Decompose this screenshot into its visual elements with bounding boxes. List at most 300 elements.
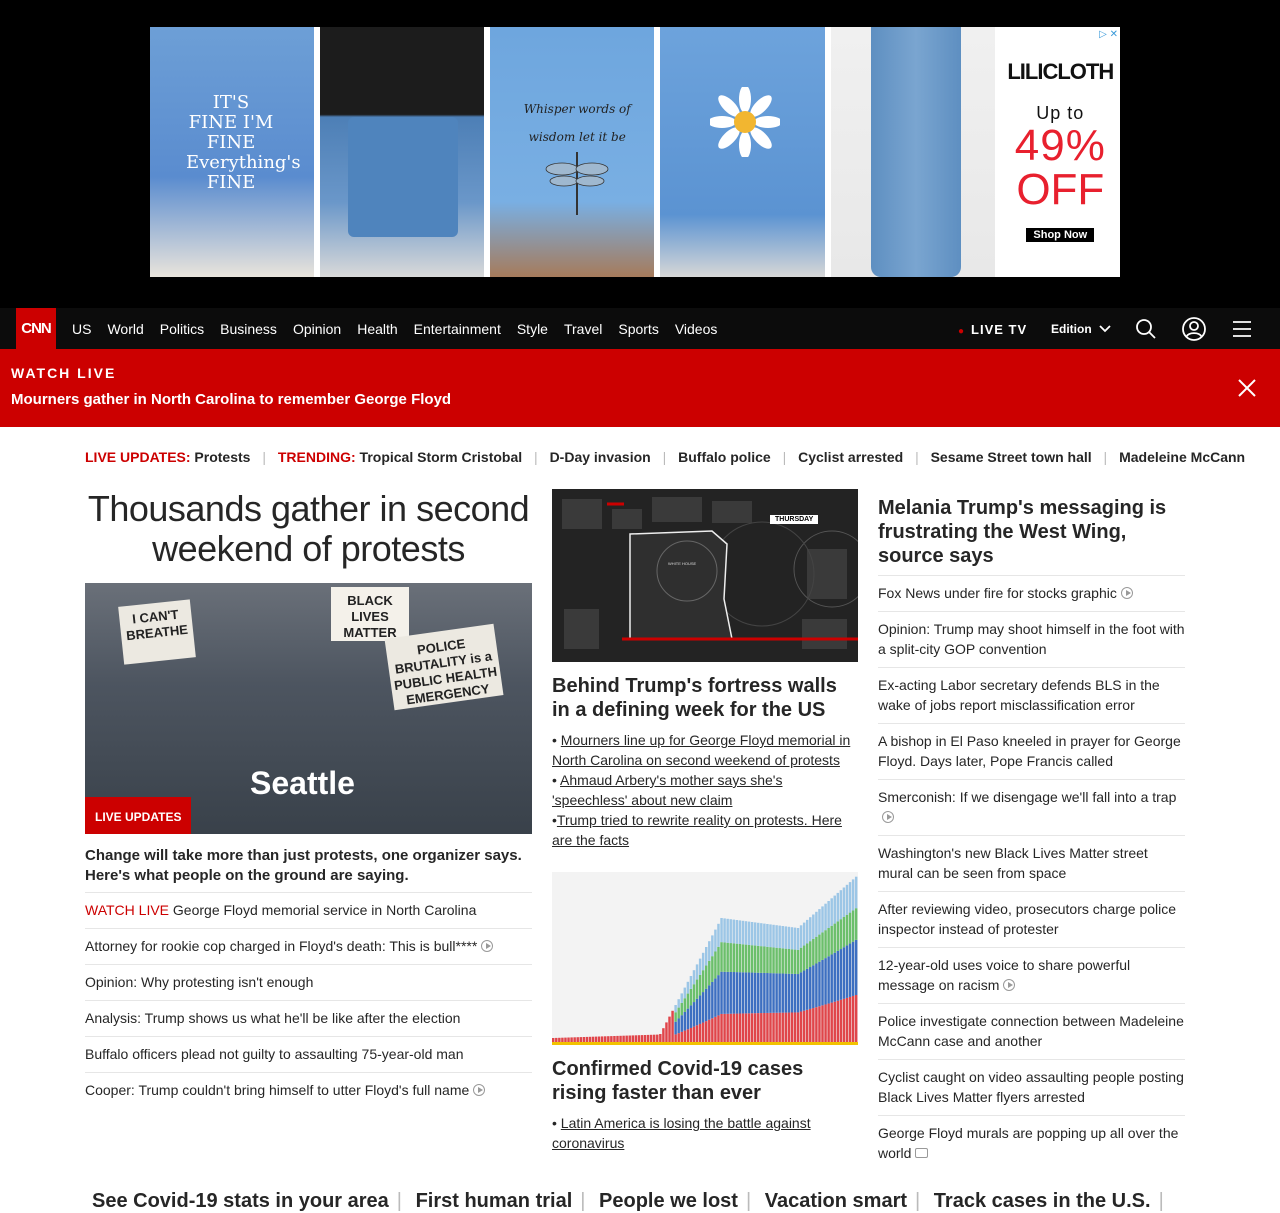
chart-bar-segment <box>763 973 765 1013</box>
chart-bar-segment <box>855 940 857 995</box>
list-item[interactable] <box>85 892 532 928</box>
chart-bar-segment <box>674 1012 676 1021</box>
search-icon[interactable] <box>1135 318 1157 340</box>
advertisement-banner[interactable] <box>150 27 1120 277</box>
lead-headline[interactable]: Thousands gather in second weekend of protests <box>87 488 530 569</box>
chart-bar-segment <box>708 985 710 1019</box>
ad-tile-shirt[interactable] <box>150 27 314 277</box>
chart-bar-segment <box>647 1035 649 1042</box>
chart-bar-segment <box>830 955 832 1003</box>
chart-bar-segment <box>754 1013 756 1042</box>
chart-bar-segment <box>705 966 707 989</box>
trending-item[interactable]: Tropical Storm Cristobal <box>359 449 523 465</box>
chart-bar-segment <box>766 924 768 947</box>
chart-bar-segment <box>720 918 722 942</box>
chart-bar-segment <box>818 962 820 1007</box>
chart-bar-segment <box>659 1034 661 1042</box>
chart-bar-segment <box>794 950 796 974</box>
chart-bar-segment <box>745 1013 747 1042</box>
story-headline[interactable]: Behind Trump's fortress walls in a defining week for the US <box>552 675 837 721</box>
chart-bar-segment <box>702 970 704 992</box>
chart-bar-segment <box>656 1035 658 1042</box>
menu-icon[interactable] <box>1232 318 1252 340</box>
chart-bar-segment <box>824 930 826 958</box>
chart-bar-segment <box>665 1022 667 1042</box>
chart-bar-segment <box>696 964 698 979</box>
chevron-down-icon <box>1099 325 1111 333</box>
chart-bar-segment <box>708 1020 710 1042</box>
account-icon[interactable] <box>1181 316 1207 342</box>
chart-bar-segment <box>693 984 695 1002</box>
edition-label: Edition <box>1051 322 1092 336</box>
chart-bar-segment <box>714 1017 716 1042</box>
map-tag: THURSDAY <box>770 515 818 524</box>
chart-bar-segment <box>668 1017 670 1042</box>
chart-bar-segment <box>705 989 707 1021</box>
chart-bar-segment <box>653 1035 655 1042</box>
chart-bar-segment <box>763 1013 765 1042</box>
chart-bar-segment <box>757 973 759 1013</box>
chart-bar-segment <box>736 944 738 972</box>
chart-bar-segment <box>589 1037 591 1042</box>
list-item[interactable] <box>878 779 1185 835</box>
chart-bar-segment <box>827 956 829 1003</box>
bottom-link[interactable]: Track cases in the U.S. <box>933 1190 1151 1212</box>
chart-bar-segment <box>757 923 759 946</box>
chart-bar-segment <box>766 1013 768 1042</box>
chart-bar-segment <box>711 1018 713 1042</box>
chart-bar-segment <box>800 972 802 1011</box>
chart-bar-segment <box>760 923 762 946</box>
bottom-link[interactable]: First human trial <box>415 1190 573 1212</box>
list-item[interactable] <box>85 1072 532 1108</box>
chart-bar-segment <box>785 1013 787 1042</box>
chart-bar-segment <box>782 974 784 1013</box>
trending-item[interactable]: Buffalo police <box>678 449 771 465</box>
chart-bar-segment <box>635 1035 637 1042</box>
nav-link-travel[interactable]: Travel <box>563 320 603 337</box>
list-item[interactable] <box>878 1059 1185 1115</box>
play-icon <box>1003 979 1015 991</box>
chart-bar-segment <box>580 1037 582 1042</box>
chart-bar-segment <box>684 1031 686 1042</box>
chart-bar-segment <box>677 1018 679 1033</box>
chart-bar-segment <box>855 995 857 1042</box>
chart-bar-segment <box>723 1014 725 1042</box>
chart-bar-segment <box>702 1023 704 1042</box>
trending-item[interactable]: Cyclist arrested <box>798 449 904 465</box>
live-updates-badge[interactable]: LIVE UPDATES <box>85 797 191 834</box>
live-tv-label: LIVE TV <box>971 322 1028 337</box>
chart-bar-segment <box>751 1013 753 1042</box>
play-icon <box>481 940 493 952</box>
list-item[interactable] <box>85 1000 532 1036</box>
chart-bar-segment <box>812 965 814 1008</box>
trending-item[interactable]: Sesame Street town hall <box>930 449 1092 465</box>
chart-bar-segment <box>754 973 756 1014</box>
list-item[interactable] <box>85 964 532 1000</box>
chart-bar-segment <box>794 928 796 950</box>
bottom-link[interactable]: People we lost <box>599 1190 738 1212</box>
chart-bar-segment <box>837 951 839 1001</box>
chart-bar-segment <box>806 1010 808 1042</box>
chart-bar-segment <box>632 1035 634 1042</box>
chart-bar-segment <box>702 953 704 970</box>
chart-bar-segment <box>775 948 777 974</box>
ad-brand: LILICLOTH <box>1007 59 1114 84</box>
nav-link-sports[interactable]: Sports <box>618 320 659 337</box>
chart-bar-segment <box>788 1013 790 1042</box>
right-column <box>878 496 1185 1171</box>
chart-bar-segment <box>812 915 814 939</box>
chart-story-bullets <box>552 1113 858 1153</box>
separator: | <box>745 1190 752 1212</box>
chart-bar-segment <box>641 1035 643 1042</box>
chart-bar-segment <box>714 952 716 979</box>
chart-bar-segment <box>619 1036 621 1042</box>
list-item[interactable] <box>878 1115 1185 1171</box>
separator: | <box>1158 1190 1164 1212</box>
chart-bar-segment <box>769 924 771 947</box>
chart-bar-segment <box>736 972 738 1013</box>
chart-bar-segment <box>827 1004 829 1042</box>
chart-bar-segment <box>791 949 793 974</box>
chart-bar-segment <box>717 947 719 975</box>
chart-bar-segment <box>846 998 848 1042</box>
story-bullets <box>552 730 858 850</box>
chart-bar-segment <box>840 919 842 949</box>
chart-bar-segment <box>843 947 845 999</box>
ad-shirt-text: IT'S FINE I'M FINE Everything's FINE <box>186 92 301 193</box>
chart-bar-segment <box>782 1013 784 1042</box>
chart-bar-segment <box>739 1014 741 1043</box>
covid-chart-image[interactable] <box>552 872 858 1045</box>
chart-bar-segment <box>797 928 799 950</box>
chart-bar-segment <box>601 1036 603 1042</box>
chart-bar-segment <box>573 1037 575 1042</box>
chart-bar-segment <box>775 1013 777 1042</box>
lead-column <box>85 489 532 1108</box>
aerial-map-image[interactable] <box>552 489 858 662</box>
chart-bar-segment <box>742 1013 744 1042</box>
chart-bar-segment <box>769 1013 771 1042</box>
list-item-text: Analysis: Trump shows us what he'll be like after the election <box>85 1010 461 1026</box>
watch-live-label: WATCH LIVE <box>11 365 117 381</box>
chart-bar-segment <box>775 973 777 1012</box>
nav-link-us[interactable]: US <box>72 320 92 337</box>
chart-bar-segment <box>791 927 793 949</box>
chart-bar-segment <box>763 946 765 972</box>
chart-bar-segment <box>742 972 744 1013</box>
chart-bar-segment <box>729 972 731 1014</box>
nav-link-business[interactable]: Business <box>220 320 277 337</box>
list-item-text: Smerconish: If we disengage we'll fall into a trap <box>878 789 1177 805</box>
list-item[interactable] <box>878 723 1185 779</box>
chart-bar-segment <box>687 1009 689 1030</box>
chart-bar-segment <box>561 1038 563 1042</box>
map-label: WHITE HOUSE <box>668 561 697 566</box>
chart-bar-segment <box>708 961 710 985</box>
chart-bar-segment <box>595 1037 597 1042</box>
chart-bar-segment <box>644 1035 646 1042</box>
chart-bar-segment <box>702 992 704 1022</box>
chart-bar-segment <box>843 917 845 947</box>
chart-bar-segment <box>772 947 774 973</box>
chart-bar-segment <box>830 1003 832 1042</box>
ad-container <box>0 0 1280 308</box>
dragonfly-icon <box>542 147 612 217</box>
chart-bar-segment <box>794 1012 796 1042</box>
chart-bar-segment <box>690 1005 692 1028</box>
chart-bar-segment <box>843 888 845 918</box>
bullet-link[interactable]: Mourners line up for George Floyd memorial in North Carolina on second weekend of protests <box>552 732 851 768</box>
nav-link-entertainment[interactable]: Entertainment <box>413 320 501 337</box>
chart-bar-segment <box>711 935 713 956</box>
bullet-item: •Trump tried to rewrite reality on protests. Here are the facts <box>552 812 842 848</box>
chart-bar-segment <box>739 944 741 972</box>
chart-bar-segment <box>800 1012 802 1042</box>
chart-bar-segment <box>794 974 796 1013</box>
nav-link-politics[interactable]: Politics <box>159 320 205 337</box>
chart-bar-segment <box>849 997 851 1042</box>
chart-bar-segment <box>824 958 826 1004</box>
chart-bar-segment <box>827 928 829 956</box>
ad-tile-shorts[interactable] <box>320 27 484 277</box>
list-item-text: George Floyd memorial service in North Carolina <box>172 902 477 918</box>
adchoices-icon[interactable]: ▷ ✕ <box>1099 29 1118 40</box>
top-nav <box>0 308 1280 349</box>
list-item-text: A bishop in El Paso kneeled in prayer for George Floyd. Days later, Pope Francis called <box>878 733 1181 769</box>
chart-bar-segment <box>705 947 707 966</box>
chart-bar-segment <box>806 943 808 968</box>
chart-bar-segment <box>782 948 784 973</box>
chart-bar-segment <box>754 922 756 945</box>
chart-bar-segment <box>555 1038 557 1042</box>
chart-bar-segment <box>714 979 716 1017</box>
chart-bar-segment <box>778 1013 780 1042</box>
nav-link-world[interactable]: World <box>107 320 144 337</box>
chart-bar-segment <box>662 1028 664 1042</box>
chart-bar-segment <box>772 925 774 948</box>
list-item[interactable] <box>878 891 1185 947</box>
lead-related-list <box>85 892 532 1108</box>
chart-bar-segment <box>552 1038 554 1042</box>
play-icon <box>882 811 894 823</box>
chart-bar-segment <box>769 973 771 1013</box>
chart-bar-segment <box>742 944 744 972</box>
chart-bar-segment <box>586 1037 588 1042</box>
bottom-links-bar <box>92 1190 1172 1213</box>
edition-dropdown[interactable] <box>1051 308 1111 351</box>
chart-bar-segment <box>849 944 851 997</box>
chart-bar-segment <box>616 1036 618 1042</box>
list-item-text: Ex-acting Labor secretary defends BLS in the wake of jobs report misclassification error <box>878 677 1160 713</box>
chart-bar-segment <box>729 1014 731 1042</box>
chart-bar-segment <box>696 1025 698 1042</box>
chart-bar-segment <box>681 1003 683 1015</box>
lead-story-text[interactable]: Change will take more than just protests, one organizer says. Here's what people on the ground are saying. <box>85 847 522 884</box>
list-item[interactable] <box>878 947 1185 1003</box>
shorts-image <box>348 117 458 237</box>
trending-item[interactable]: D-Day invasion <box>549 449 651 465</box>
chart-bar-segment <box>677 999 679 1007</box>
chart-bar-segment <box>809 941 811 967</box>
separator: | <box>262 449 266 465</box>
chart-bar-segment <box>681 1015 683 1032</box>
chart-bar-segment <box>723 942 725 971</box>
chart-bar-segment <box>726 919 728 943</box>
chart-bar-segment <box>576 1037 578 1042</box>
list-item-text: Cooper: Trump couldn't bring himself to utter Floyd's full name <box>85 1082 470 1098</box>
chart-bar-segment <box>824 1004 826 1042</box>
right-headline[interactable]: Melania Trump's messaging is frustrating the West Wing, source says <box>878 497 1167 567</box>
chart-bar-segment <box>809 967 811 1009</box>
chart-bar-segment <box>821 932 823 960</box>
ad-tile-pants[interactable] <box>831 27 995 277</box>
chart-bar-segment <box>748 972 750 1013</box>
chart-bar-segment <box>681 993 683 1003</box>
chart-bar-segment <box>684 988 686 999</box>
live-tv-link[interactable] <box>958 308 1027 354</box>
nav-link-opinion[interactable]: Opinion <box>292 320 342 337</box>
bullet-link[interactable]: Latin America is losing the battle against coronavirus <box>552 1115 811 1151</box>
chart-bar-segment <box>772 1013 774 1042</box>
play-icon <box>473 1084 485 1096</box>
chart-bar-segment <box>763 924 765 947</box>
chart-bar-segment <box>650 1035 652 1042</box>
chart-bar-segment <box>714 930 716 952</box>
chart-bar-segment <box>797 1012 799 1042</box>
chart-bar-segment <box>815 937 817 964</box>
trending-item[interactable]: Madeleine McCann <box>1119 449 1246 465</box>
list-item[interactable] <box>878 611 1185 667</box>
chart-story-headline[interactable]: Confirmed Covid-19 cases rising faster than ever <box>552 1058 804 1104</box>
list-item-text: Washington's new Black Lives Matter street mural can be seen from space <box>878 845 1148 881</box>
chart-bar-segment <box>809 917 811 941</box>
close-icon[interactable] <box>1236 377 1258 399</box>
chart-bar-segment <box>720 942 722 972</box>
cnn-logo[interactable]: CNN <box>16 308 56 349</box>
list-item[interactable] <box>878 667 1185 723</box>
chart-bar-segment <box>840 949 842 1000</box>
nav-link-health[interactable]: Health <box>357 320 398 337</box>
chart-bar-segment <box>690 1028 692 1042</box>
chart-bar-segment <box>788 974 790 1013</box>
list-item[interactable] <box>878 575 1185 611</box>
chart-bar-segment <box>785 949 787 974</box>
chart-bar-segment <box>687 982 689 994</box>
play-icon <box>1121 587 1133 599</box>
chart-bar-segment <box>806 920 808 943</box>
chart-bar-segment <box>852 910 854 941</box>
banner-headline[interactable]: Mourners gather in North Carolina to remember George Floyd <box>11 391 452 408</box>
ad-tile-daisy-sweater[interactable] <box>660 27 824 277</box>
chart-bar-segment <box>834 924 836 953</box>
chart-bar-segment <box>693 1027 695 1042</box>
chart-bar-segment <box>852 942 854 996</box>
lead-image[interactable] <box>85 583 532 834</box>
chart-bar-segment <box>583 1037 585 1042</box>
trending-label: TRENDING: <box>277 449 356 465</box>
chart-bar-segment <box>674 1034 676 1042</box>
chart-bar-segment <box>815 963 817 1007</box>
chart-bar-segment <box>775 925 777 948</box>
chart-bar-segment <box>748 945 750 973</box>
chart-bar-segment <box>720 972 722 1014</box>
chart-bar-segment <box>567 1038 569 1043</box>
list-item-text: Attorney for rookie cop charged in Floyd's death: This is bull**** <box>85 938 478 954</box>
chart-bar-segment <box>846 945 848 998</box>
chart-bar-segment <box>733 1014 735 1042</box>
chart-bar-segment <box>690 989 692 1005</box>
bullet-link[interactable]: Trump tried to rewrite reality on protests. Here are the facts <box>552 812 842 848</box>
list-item-text: Police investigate connection between Madeleine McCann case and another <box>878 1013 1184 1049</box>
chart-bar-segment <box>797 974 799 1012</box>
nav-link-videos[interactable]: Videos <box>674 320 718 337</box>
watch-live-banner[interactable] <box>0 349 1280 427</box>
list-item-text: After reviewing video, prosecutors charge police inspector instead of protester <box>878 901 1177 937</box>
chart-bar-segment <box>726 972 728 1014</box>
ad-offer[interactable] <box>1001 27 1120 277</box>
watch-live-tag: WATCH LIVE <box>85 902 170 918</box>
chart-bar-segment <box>843 999 845 1042</box>
chart-bar-segment <box>840 890 842 919</box>
bottom-link[interactable]: See Covid-19 stats in your area <box>92 1190 389 1212</box>
chart-bar-segment <box>745 972 747 1013</box>
chart-bar-segment <box>785 974 787 1013</box>
sign-police-brutality: POLICE BRUTALITY is a PUBLIC HEALTH EMERGENCY <box>385 624 504 711</box>
middle-column <box>552 489 858 1153</box>
ad-tile-dragonfly-shirt[interactable] <box>490 27 654 277</box>
chart-bar-segment <box>772 973 774 1013</box>
list-item-text: Buffalo officers plead not guilty to assaulting 75-year-old man <box>85 1046 464 1062</box>
chart-bar-segment <box>797 950 799 974</box>
chart-bar-segment <box>830 898 832 925</box>
chart-bar-segment <box>834 1002 836 1042</box>
chart-bar-segment <box>625 1036 627 1042</box>
list-item[interactable] <box>878 1003 1185 1059</box>
bottom-link[interactable]: Vacation smart <box>764 1190 908 1212</box>
chart-bar-segment <box>852 879 854 910</box>
ad-percent: 49% <box>1014 121 1106 170</box>
chart-bar-segment <box>684 1012 686 1031</box>
nav-link-style[interactable]: Style <box>516 320 548 337</box>
chart-bar-segment <box>815 1007 817 1042</box>
bullet-link[interactable]: Ahmaud Arbery's mother says she's 'speechless' about new claim <box>552 772 783 808</box>
chart-bar-segment <box>592 1037 594 1042</box>
chart-bar-segment <box>821 906 823 932</box>
covid-chart-graphic <box>552 872 858 1045</box>
list-item[interactable] <box>85 1036 532 1072</box>
trending-item-protests[interactable]: Protests <box>194 449 251 465</box>
gallery-icon <box>915 1148 928 1158</box>
chart-bar-segment <box>699 995 701 1024</box>
ad-off: OFF <box>1016 165 1105 214</box>
chart-bar-segment <box>852 996 854 1042</box>
chart-bar-segment <box>788 949 790 974</box>
list-item[interactable] <box>85 928 532 964</box>
chart-bar-segment <box>699 959 701 975</box>
chart-bar-segment <box>778 926 780 948</box>
list-item[interactable] <box>878 835 1185 891</box>
shop-now-button[interactable]: Shop Now <box>1026 228 1094 242</box>
chart-bar-segment <box>766 973 768 1013</box>
chart-bar-segment <box>699 975 701 996</box>
chart-bar-segment <box>629 1036 631 1043</box>
chart-bar-segment <box>791 1013 793 1043</box>
chart-bar-segment <box>803 923 805 946</box>
chart-bar-segment <box>677 1008 679 1019</box>
